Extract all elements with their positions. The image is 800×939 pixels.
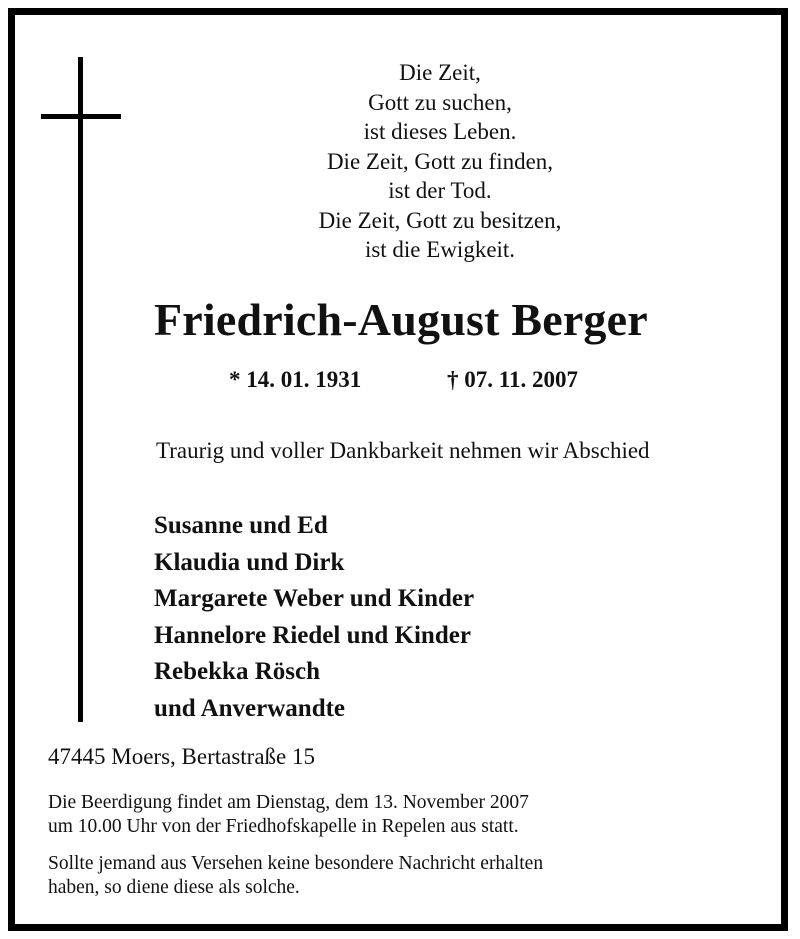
family-address: 47445 Moers, Bertastraße 15 (48, 744, 315, 769)
mourners-list (154, 508, 474, 727)
notice-line: Sollte jemand aus Versehen keine besondere Nachricht erhalten (48, 853, 544, 874)
mourner-name: Hannelore Riedel und Kinder (154, 621, 471, 649)
poem-line: ist der Tod. (388, 178, 492, 203)
poem-line: Die Zeit, (399, 60, 481, 85)
funeral-line: Die Beerdigung findet am Dienstag, dem 13. November 2007 (48, 792, 529, 813)
poem-line: Die Zeit, Gott zu besitzen, (318, 207, 562, 233)
cross-horizontal-bar (41, 114, 121, 119)
cross-vertical-bar (78, 57, 83, 722)
poem (240, 58, 640, 265)
poem-line: ist die Ewigkeit. (364, 237, 516, 262)
notice-line: haben, so diene diese als solche. (48, 877, 300, 898)
funeral-line: um 10.00 Uhr von der Friedhofskapelle in Repelen aus statt. (48, 816, 519, 837)
mourner-name: Klaudia und Dirk (154, 548, 345, 576)
mourner-name: und Anverwandte (154, 694, 346, 722)
poem-line: Die Zeit, Gott zu finden, (326, 148, 554, 174)
mourner-name: Susanne und Ed (154, 512, 328, 539)
poem-line: ist dieses Leben. (363, 119, 517, 144)
mourner-name: Margarete Weber und Kinder (154, 585, 475, 612)
deceased-name: Friedrich-August Berger (154, 294, 648, 345)
death-date: † 07. 11. 2007 (447, 367, 578, 392)
notification-notice (48, 852, 543, 900)
funeral-details (48, 791, 529, 839)
poem-line: Gott zu suchen, (368, 89, 512, 115)
birth-date: * 14. 01. 1931 (229, 367, 362, 392)
mourner-name: Rebekka Rösch (154, 658, 320, 685)
farewell-intro: Traurig und voller Dankbarkeit nehmen wir Abschied (156, 438, 650, 463)
